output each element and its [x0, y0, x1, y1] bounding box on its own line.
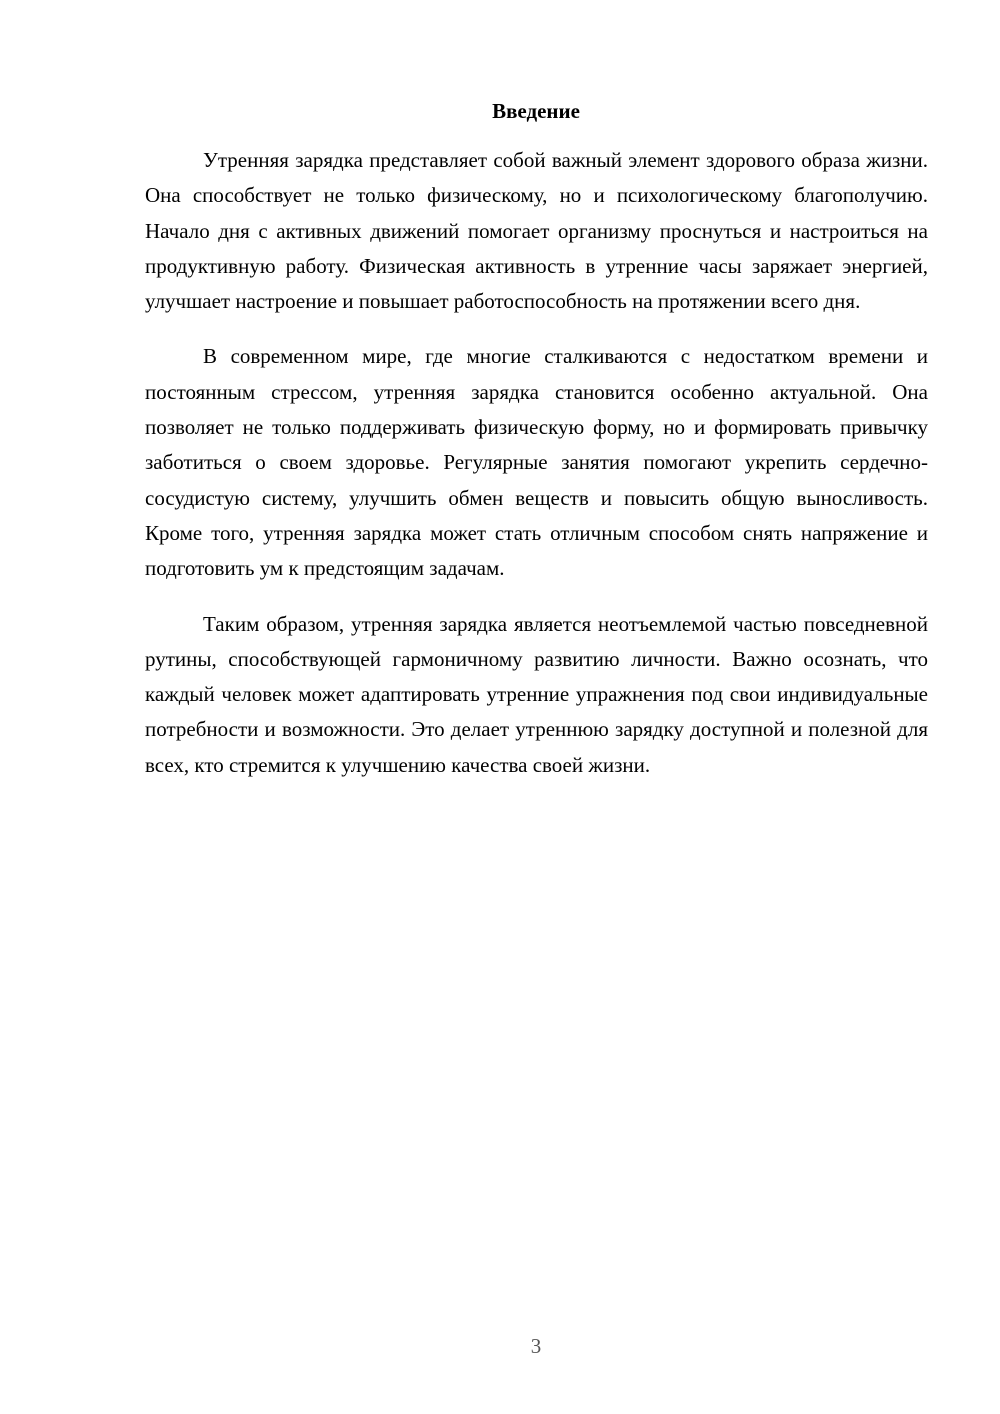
- body-text: [145, 143, 928, 803]
- page-number: 3: [530, 1334, 542, 1358]
- paragraph-1: Утренняя зарядка представляет собой важный элемент здорового образа жизни. Она способствует не только физическому, но и психологическому благополучию. Начало дня с активных движений помогает организму проснуться и настроиться на продуктивную работу. Физическая активность в утренние часы заряжает энергией, улучшает настроение и повышает работоспособность на протяжении всего дня.: [145, 148, 928, 314]
- paragraph-3: Таким образом, утренняя зарядка является неотъемлемой частью повседневной рутины, способствующей гармоничному развитию личности. Важно осознать, что каждый человек может адаптировать утренние упражнения под свои индивидуальные потребности и возможности. Это делает утреннюю зарядку доступной и полезной для всех, кто стремится к улучшению качества своей жизни.: [145, 611, 928, 777]
- section-title: Введение: [492, 99, 580, 123]
- paragraph-2: В современном мире, где многие сталкиваются с недостатком времени и постоянным стрессом, утренняя зарядка становится особенно актуальной. Она позволяет не только поддерживать физическую форму, но и формировать привычку заботиться о своем здоровье. Регулярные занятия помогают укрепить сердечно-сосудистую систему, улучшить обмен веществ и повысить общую выносливость. Кроме того, утренняя зарядка может стать отличным способом снять напряжение и подготовить ум к предстоящим задачам.: [145, 344, 928, 581]
